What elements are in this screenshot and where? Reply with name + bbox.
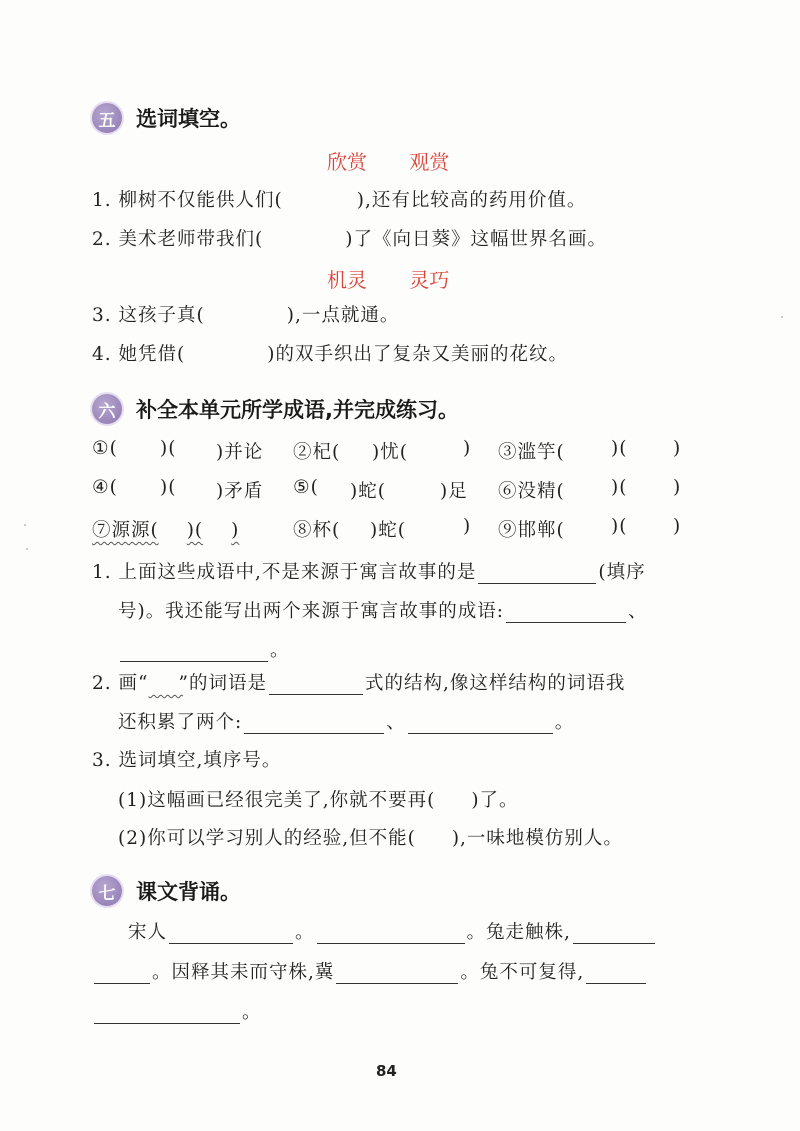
answer-line[interactable]: [244, 711, 384, 734]
question-5-4: [92, 340, 568, 366]
idiom-2-part: )忧(: [372, 442, 408, 463]
question-text: 1. 柳树不仅能供人们(: [92, 190, 283, 211]
question-text: 1. 上面这些成语中,不是来源于寓言故事的是: [92, 562, 477, 583]
section-seven-title: 课文背诵。: [136, 880, 241, 904]
answer-line[interactable]: [586, 961, 646, 984]
word-choice: 灵巧: [409, 268, 450, 292]
recite-line-1: [128, 918, 657, 944]
scan-mark: [24, 524, 26, 526]
section-five-badge: 五: [92, 103, 122, 133]
idiom-8-part: ⑧杯(: [293, 520, 341, 541]
idiom-7-part: ⑦源源(: [92, 520, 159, 541]
word-choices-1: [327, 146, 449, 175]
recite-text: 。: [242, 1002, 262, 1023]
idiom-5-part: )足: [440, 481, 468, 502]
answer-line[interactable]: [408, 711, 553, 734]
idiom-4-part: )矛盾: [216, 481, 264, 502]
idiom-4-part: )(: [160, 477, 177, 498]
idiom-7-wavy: [92, 516, 239, 542]
idiom-7-part: )(: [186, 520, 204, 541]
scan-mark: [781, 316, 783, 318]
idiom-5-part: )蛇(: [350, 481, 386, 502]
practice-3-item-2: [118, 824, 623, 850]
word-choice: 观赏: [409, 150, 450, 174]
idiom-9-part: ⑨邯郸(: [498, 520, 565, 541]
question-text: 2. 画“: [92, 673, 149, 694]
idiom-6-part: )(: [611, 477, 628, 498]
practice-1-line-1: [92, 558, 646, 584]
idiom-3-part: ): [673, 438, 682, 459]
recite-text: 。兔不可复得,: [460, 962, 585, 983]
idiom-2-part: ): [463, 438, 472, 459]
question-text: 。: [270, 640, 290, 661]
question-text: (1)这幅画已经很完美了,你就不要再(: [118, 790, 436, 811]
word-choice: 机灵: [327, 268, 367, 292]
section-six-badge: 六: [92, 394, 122, 424]
practice-2-line-1: 2. 画“​ ”的词语是 式的结构,像这样结构的词语我: [92, 673, 626, 694]
section-six-title: 补全本单元所学成语,并完成练习。: [136, 398, 459, 422]
idiom-1-part: ①(: [92, 438, 118, 459]
idiom-9-part: )(: [611, 516, 628, 537]
idiom-8-part: ): [463, 516, 472, 537]
section-five-title: 选词填空。: [136, 107, 241, 131]
idiom-1-part: )(: [160, 438, 177, 459]
answer-line[interactable]: [94, 961, 150, 984]
recite-text: 。兔走触株,: [466, 922, 571, 943]
question-5-1: [92, 186, 586, 212]
answer-line[interactable]: [506, 600, 626, 623]
section-five-header: [92, 103, 241, 133]
question-text: 、: [386, 712, 406, 733]
idiom-5-part: ⑤(: [293, 477, 319, 498]
question-text: )了《向日葵》这幅世界名画。: [345, 229, 607, 250]
question-5-2: [92, 225, 607, 251]
answer-line[interactable]: [573, 921, 655, 944]
answer-line[interactable]: [336, 961, 458, 984]
idiom-3-part: )(: [611, 438, 628, 459]
idiom-9-part: ): [673, 516, 682, 537]
question-text: 还积累了两个:: [118, 712, 243, 733]
question-text: 、: [627, 601, 648, 622]
practice-3-title: 3. 选词填空,填序号。: [92, 750, 282, 771]
page-number: 84: [376, 1062, 397, 1080]
recite-text: 宋人: [128, 922, 168, 943]
question-text: (2)你可以学习别人的经验,但不能(: [118, 828, 416, 849]
idiom-4-part: ④(: [92, 477, 118, 498]
recite-text: 。: [295, 922, 315, 943]
idiom-1-part: )并论: [216, 442, 264, 463]
question-text: )的双手织出了复杂又美丽的花纹。: [267, 344, 568, 365]
question-text: ),还有比较高的药用价值。: [356, 190, 587, 211]
question-text: 3. 这孩子真(: [92, 305, 205, 326]
idiom-8-part: )蛇(: [370, 520, 406, 541]
question-text: 。: [554, 712, 575, 733]
answer-line[interactable]: [317, 921, 465, 944]
practice-1-line-3: [118, 636, 290, 662]
recite-text: 。因释其耒而守株,冀: [152, 962, 335, 983]
answer-line[interactable]: [120, 639, 268, 662]
question-text: ),一点就通。: [286, 305, 400, 326]
practice-3-item-1: [118, 786, 519, 812]
question-text: )了。: [471, 790, 519, 811]
question-text: 式的结构,像这样结构的词语我: [364, 673, 626, 694]
question-text: ”的词语是: [178, 673, 267, 694]
question-text: ),一味地模仿别人。: [451, 828, 623, 849]
section-seven-badge: 七: [92, 876, 122, 906]
question-text: 4. 她凭借(: [92, 344, 186, 365]
answer-line[interactable]: [94, 1001, 240, 1024]
word-choice: 欣赏: [327, 150, 367, 174]
question-text: 2. 美术老师带我们(: [92, 229, 264, 250]
answer-line[interactable]: [169, 921, 293, 944]
idiom-7-part: ): [231, 520, 240, 541]
practice-2-line-2: [118, 708, 574, 734]
answer-line[interactable]: [269, 672, 363, 695]
question-5-3: [92, 301, 399, 327]
recite-line-3: [92, 998, 262, 1024]
idiom-6-part: ⑥没精(: [498, 481, 565, 502]
question-text: 号)。我还能写出两个来源于寓言故事的成语:: [118, 601, 504, 622]
section-six-header: [92, 394, 459, 424]
idiom-6-part: ): [673, 477, 682, 498]
practice-1-line-2: [118, 597, 647, 623]
idiom-3-part: ③滥竽(: [498, 442, 565, 463]
word-choices-2: [327, 264, 449, 293]
question-text: (填序: [598, 562, 646, 583]
scan-mark: [26, 548, 28, 550]
recite-line-2: [92, 958, 648, 984]
idiom-2-part: ②杞(: [293, 442, 341, 463]
answer-line[interactable]: [478, 561, 596, 584]
section-seven-header: [92, 876, 241, 906]
